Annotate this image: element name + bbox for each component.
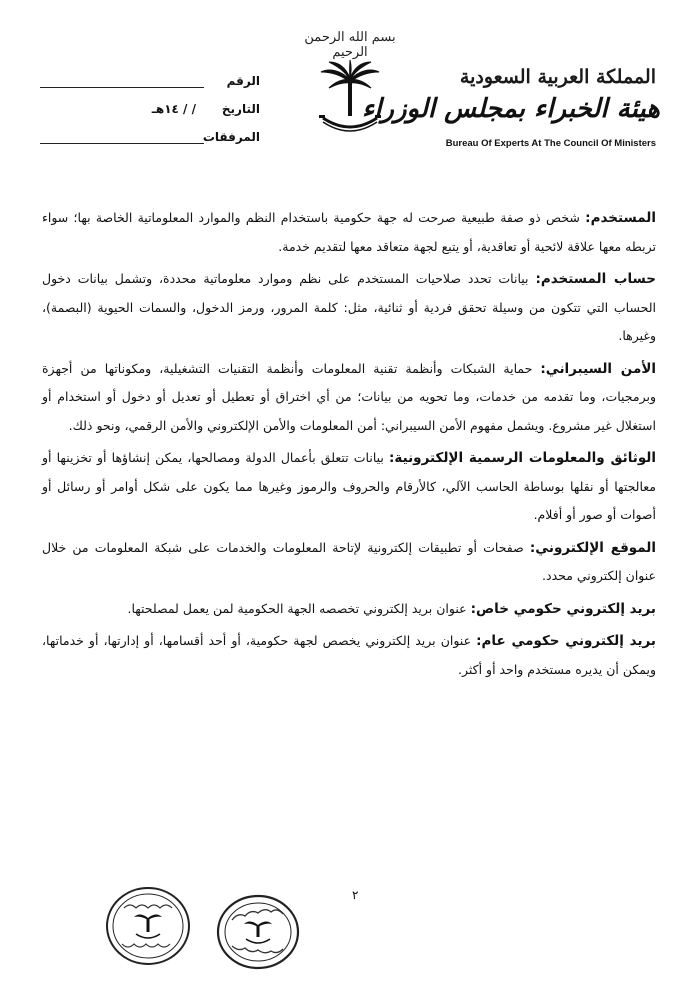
definition-text: حماية الشبكات وأنظمة تقنية المعلومات وأنظمة التقنيات التشغيلية، ومكوناتها من أجهزة وبرمجيات، وما تقدمه من خدمات، وما تحويه من بيانات؛ من أي اختراق أو تعطيل أو تعديل أو دخول أو استخدام أو استغلال غير مشروع. ويشمل مفهوم الأمن السيبراني: أمن المعلومات والأمن الإلكتروني والأمن الرقمي، ونحو ذلك.: [42, 360, 656, 433]
attachments-line: [40, 143, 204, 144]
definition-private-email: [42, 595, 656, 624]
definition-user: [42, 204, 656, 261]
definition-term: الموقع الإلكتروني:: [529, 539, 656, 556]
page-number: ٢: [352, 888, 359, 902]
definition-term: بريد إلكتروني حكومي خاص:: [470, 600, 656, 617]
bureau-name-english: Bureau Of Experts At The Council Of Ministers: [445, 138, 656, 149]
date-field: [40, 102, 260, 122]
definition-text: صفحات أو تطبيقات إلكترونية لإتاحة المعلومات والخدمات على شبكة المعلومات من خلال عنوان إلكتروني محدد.: [42, 539, 656, 583]
reference-number-label: الرقم: [226, 74, 260, 88]
official-stamp-icon: [104, 884, 192, 968]
definition-user-account: [42, 265, 656, 351]
attachments-label: المرفقات: [202, 130, 260, 144]
definition-text: شخص ذو صفة طبيعية صرحت له جهة حكومية باستخدام النظم والموارد المعلوماتية الخاصة بها؛ سواء تربطه معها علاقة لائحية أو تعاقدية، أو يتبع لجهة متعاقد معها لتقديم خدمة.: [42, 210, 656, 254]
basmala: بسم الله الرحمن الرحيم: [304, 30, 396, 60]
definition-public-email: [42, 627, 656, 684]
official-seal-icon: [214, 890, 302, 974]
attachments-field: [40, 130, 260, 150]
definition-term: المستخدم:: [585, 210, 656, 226]
reference-number-line: [40, 87, 204, 88]
definition-term: حساب المستخدم:: [535, 271, 656, 287]
definitions-list: [42, 204, 656, 688]
definition-text: عنوان بريد إلكتروني تخصصه الجهة الحكومية لمن يعمل لمصلحتها.: [127, 600, 471, 616]
kingdom-name: المملكة العربية السعودية: [459, 66, 656, 88]
definition-cybersecurity: [42, 355, 656, 441]
definition-term: الأمن السيبراني:: [540, 360, 656, 377]
definition-text: عنوان بريد إلكتروني يخصص لجهة حكومية، أو أحد أقسامها، أو إدارتها، أو خدماتها، ويمكن أن يديره مستخدم واحد أو أكثر.: [42, 633, 656, 677]
date-label: التاريخ: [221, 102, 260, 116]
definition-text: بيانات تتعلق بأعمال الدولة ومصالحها، يمكن إنشاؤها أو تخزينها أو معالجتها أو نقلها بوساطة الحاسب الآلي، كالأرقام والحروف والرموز وغيرها مما يكون على شكل أوامر أو رسائل أو أصوات أو صور أو أفلام.: [42, 450, 656, 522]
date-value: / / ١٤هـ: [151, 102, 196, 116]
bureau-name-arabic: هيئة الخبراء بمجلس الوزراء: [361, 94, 660, 124]
definition-term: الوثائق والمعلومات الرسمية الإلكترونية:: [389, 450, 656, 466]
definition-official-documents: [42, 444, 656, 530]
reference-number-field: [40, 74, 260, 94]
definition-website: [42, 534, 656, 591]
definition-text: بيانات تحدد صلاحيات المستخدم على نظم وموارد معلوماتية محددة، وتشمل بيانات دخول الحساب التي تتكون من وسيلة تحقق فردية أو ثنائية، مثل: كلمة المرور، ورمز الدخول، والسمات الحيوية (البصمة)، وغيرها.: [42, 271, 656, 343]
definition-term: بريد إلكتروني حكومي عام:: [476, 633, 656, 649]
